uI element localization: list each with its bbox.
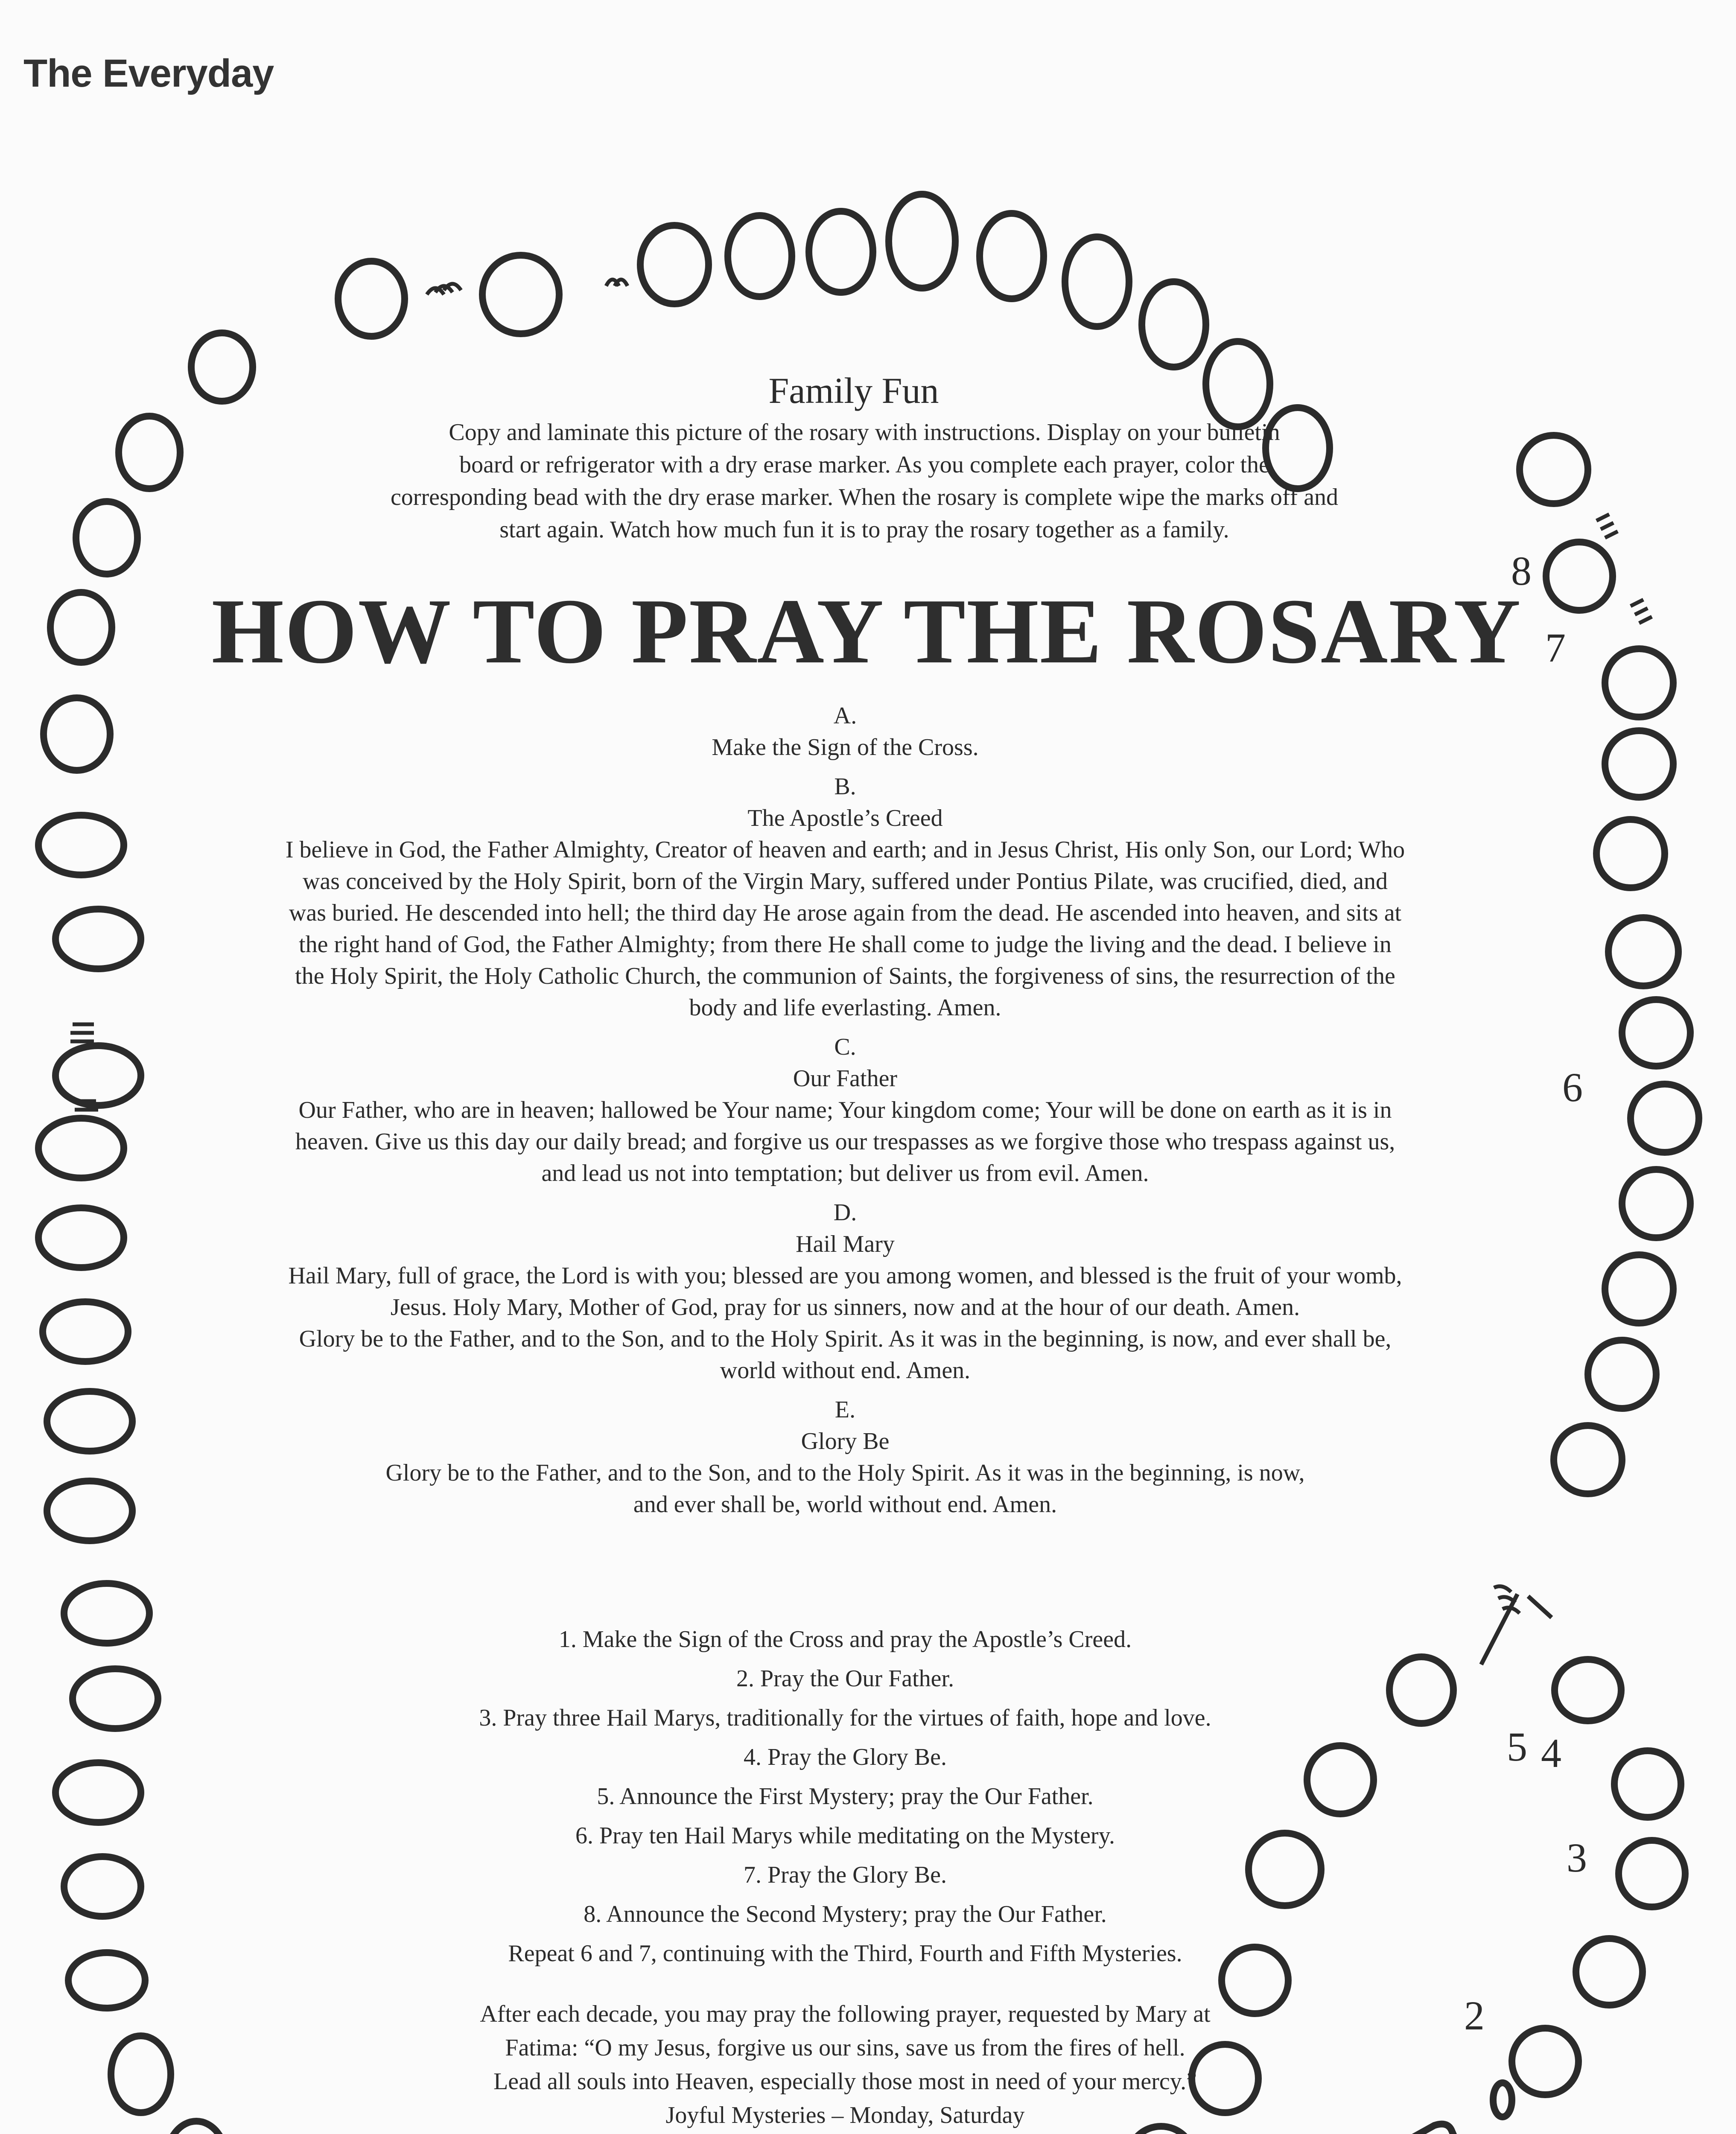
prayer-name: The Apostle’s Creed (747, 805, 943, 831)
rosary-bead (809, 211, 873, 292)
rosary-bead (980, 213, 1044, 299)
prayer-b (162, 771, 1528, 1023)
prayer-line: and ever shall be, world without end. Amen. (633, 1491, 1057, 1518)
rosary-bead (1605, 649, 1673, 717)
rosary-bead (1619, 1840, 1685, 1907)
mystery-line (162, 2132, 1528, 2134)
prayer-line: and lead us not into temptation; but deliver us from evil. Amen. (541, 1160, 1149, 1187)
mystery-line: Joyful Mysteries – Monday, Saturday (665, 2102, 1025, 2128)
rosary-bead (50, 592, 112, 662)
prayer-line: the right hand of God, the Father Almighty; from there He shall come to judge the living and the dead. I believe in (299, 931, 1392, 958)
prayer-name: Hail Mary (796, 1231, 895, 1257)
cord-wrap (70, 1024, 94, 1041)
step-item: Repeat 6 and 7, continuing with the Third, Fourth and Fifth Mysteries. (508, 1940, 1182, 1967)
rosary-bead (76, 501, 137, 574)
cord-wrap (1631, 600, 1652, 623)
rosary-bead (55, 909, 141, 969)
prayers-section (162, 700, 1528, 1520)
rosary-bead (1065, 237, 1129, 327)
prayer-line: heaven. Give us this day our daily bread; and forgive us our trespasses as we forgive those who trespass against us, (295, 1128, 1395, 1155)
step-item: 4. Pray the Glory Be. (744, 1744, 947, 1770)
prayer-line: Glory be to the Father, and to the Son, and to the Holy Spirit. As it was in the beginning, is now, and ever shall be, (299, 1326, 1392, 1352)
family-fun-instructions (299, 416, 1430, 546)
prayer-letter: D. (833, 1199, 857, 1226)
rosary-bead (1555, 1659, 1621, 1721)
bead-marker-3: 3 (1567, 1835, 1587, 1880)
fatima-and-mysteries (162, 1993, 1528, 2134)
rosary-bead (44, 698, 110, 770)
rosary-bead (1588, 1340, 1656, 1408)
cord-wrap (606, 280, 627, 286)
rosary-bead (889, 194, 955, 288)
rosary-bead (1142, 282, 1206, 367)
rosary-bead (38, 815, 124, 875)
step-item: 1. Make the Sign of the Cross and pray the Apostle’s Creed. (558, 1626, 1132, 1653)
prayer-letter: E. (834, 1396, 856, 1423)
fatima-line: Fatima: “O my Jesus, forgive us our sins, save us from the fires of hell. (505, 2035, 1185, 2061)
fatima-line: Lead all souls into Heaven, especially those most in need of your mercy.” (493, 2068, 1197, 2095)
bead-marker-7: 7 (1545, 625, 1566, 671)
prayer-line: Jesus. Holy Mary, Mother of God, pray for us sinners, now and at the hour of our death. Amen. (390, 1294, 1300, 1321)
rosary-bead (68, 1953, 145, 2008)
rosary-bead (482, 255, 559, 334)
rosary-bead (64, 1857, 141, 1916)
section-header: The Everyday (23, 52, 274, 95)
bead-marker-8: 8 (1511, 548, 1532, 594)
prayer-letter: C. (834, 1034, 856, 1060)
step-item: 2. Pray the Our Father. (736, 1665, 954, 1692)
rosary-bead (1605, 731, 1673, 797)
step-item: 7. Pray the Glory Be. (744, 1862, 947, 1888)
rosary-bead (1520, 435, 1588, 504)
prayer-line: was conceived by the Holy Spirit, born of the Virgin Mary, suffered under Pontius Pilate, was crucified, died, and (302, 868, 1388, 895)
rosary-bead (55, 1763, 141, 1822)
rosary-bead (1608, 918, 1678, 986)
prayer-line: world without end. Amen. (720, 1357, 971, 1384)
rosary-bead (47, 1481, 132, 1541)
rosary-bead (73, 1669, 158, 1729)
prayer-name: Glory Be (801, 1428, 890, 1455)
rosary-bead (1622, 1169, 1690, 1238)
step-item: 8. Announce the Second Mystery; pray the Our Father. (584, 1901, 1107, 1927)
rosary-bead (1576, 1939, 1643, 2005)
rosary-bead (640, 225, 709, 304)
bead-marker-2: 2 (1464, 1993, 1485, 2038)
step-item: 5. Announce the First Mystery; pray the Our Father. (597, 1783, 1094, 1810)
rosary-bead (1631, 1084, 1699, 1152)
rosary-bead (47, 1391, 132, 1451)
bead-marker-5: 5 (1507, 1724, 1527, 1770)
prayer-line: was buried. He descended into hell; the third day He arose again from the dead. He ascended into heaven, and sits at (289, 900, 1402, 926)
rosary-bead (1554, 1426, 1622, 1494)
prayer-line: Hail Mary, full of grace, the Lord is with you; blessed are you among women, and blessed is the fruit of your womb, (288, 1262, 1402, 1289)
family-fun-line: board or refrigerator with a dry erase marker. As you complete each prayer, color the (459, 452, 1269, 478)
prayer-e (162, 1394, 1528, 1520)
page-title: HOW TO PRAY THE ROSARY (211, 580, 1522, 683)
rosary-bead (1596, 819, 1665, 888)
family-fun-line: corresponding bead with the dry erase marker. When the rosary is complete wipe the marks off and (390, 484, 1339, 510)
rosary-bead (38, 1208, 124, 1268)
cord-wrap (427, 284, 461, 294)
prayer-d (162, 1197, 1528, 1386)
rosary-bead (338, 261, 405, 336)
prayer-line: I believe in God, the Father Almighty, Creator of heaven and earth; and in Jesus Christ, His only Son, our Lord; Who (285, 837, 1405, 863)
prayer-line: body and life everlasting. Amen. (689, 994, 1001, 1021)
prayer-name: Make the Sign of the Cross. (712, 734, 979, 761)
rosary-bead (64, 1583, 149, 1643)
prayer-name: Our Father (793, 1065, 898, 1092)
rosary-bead (111, 2036, 171, 2113)
prayer-c (162, 1031, 1528, 1189)
prayer-letter: B. (834, 773, 856, 800)
prayer-line: Our Father, who are in heaven; hallowed be Your name; Your kingdom come; Your will be done on earth as it is in (298, 1097, 1392, 1123)
rosary-bead (1622, 1000, 1690, 1066)
rosary-bead (38, 1118, 124, 1178)
rosary-bead (119, 416, 180, 489)
step-item: 3. Pray three Hail Marys, traditionally for the virtues of faith, hope and love. (479, 1705, 1211, 1731)
prayer-line: the Holy Spirit, the Holy Catholic Church, the communion of Saints, the forgiveness of sins, the resurrection of the (295, 963, 1395, 989)
rosary-bead (43, 1302, 128, 1361)
family-fun-line: Copy and laminate this picture of the rosary with instructions. Display on your bulletin (449, 419, 1280, 446)
rosary-bead (1605, 1255, 1673, 1323)
prayer-letter: A. (833, 703, 857, 729)
rosary-bead (55, 1046, 141, 1105)
bead-marker-4: 4 (1541, 1730, 1561, 1776)
rosary-bead (728, 216, 792, 297)
family-fun-line: start again. Watch how much fun it is to pray the rosary together as a family. (499, 516, 1229, 543)
cord-wrap (1596, 514, 1618, 538)
bead-marker-6: 6 (1562, 1064, 1583, 1110)
step-item: 6. Pray ten Hail Marys while meditating on the Mystery. (575, 1822, 1115, 1849)
rosary-bead (1614, 1751, 1681, 1817)
prayer-line: Glory be to the Father, and to the Son, and to the Holy Spirit. As it was in the beginning, is now, (385, 1460, 1305, 1486)
family-fun-title: Family Fun (768, 370, 939, 411)
steps-list (162, 1620, 1528, 1973)
fatima-line: After each decade, you may pray the following prayer, requested by Mary at (480, 2001, 1211, 2027)
prayer-a (162, 700, 1528, 763)
